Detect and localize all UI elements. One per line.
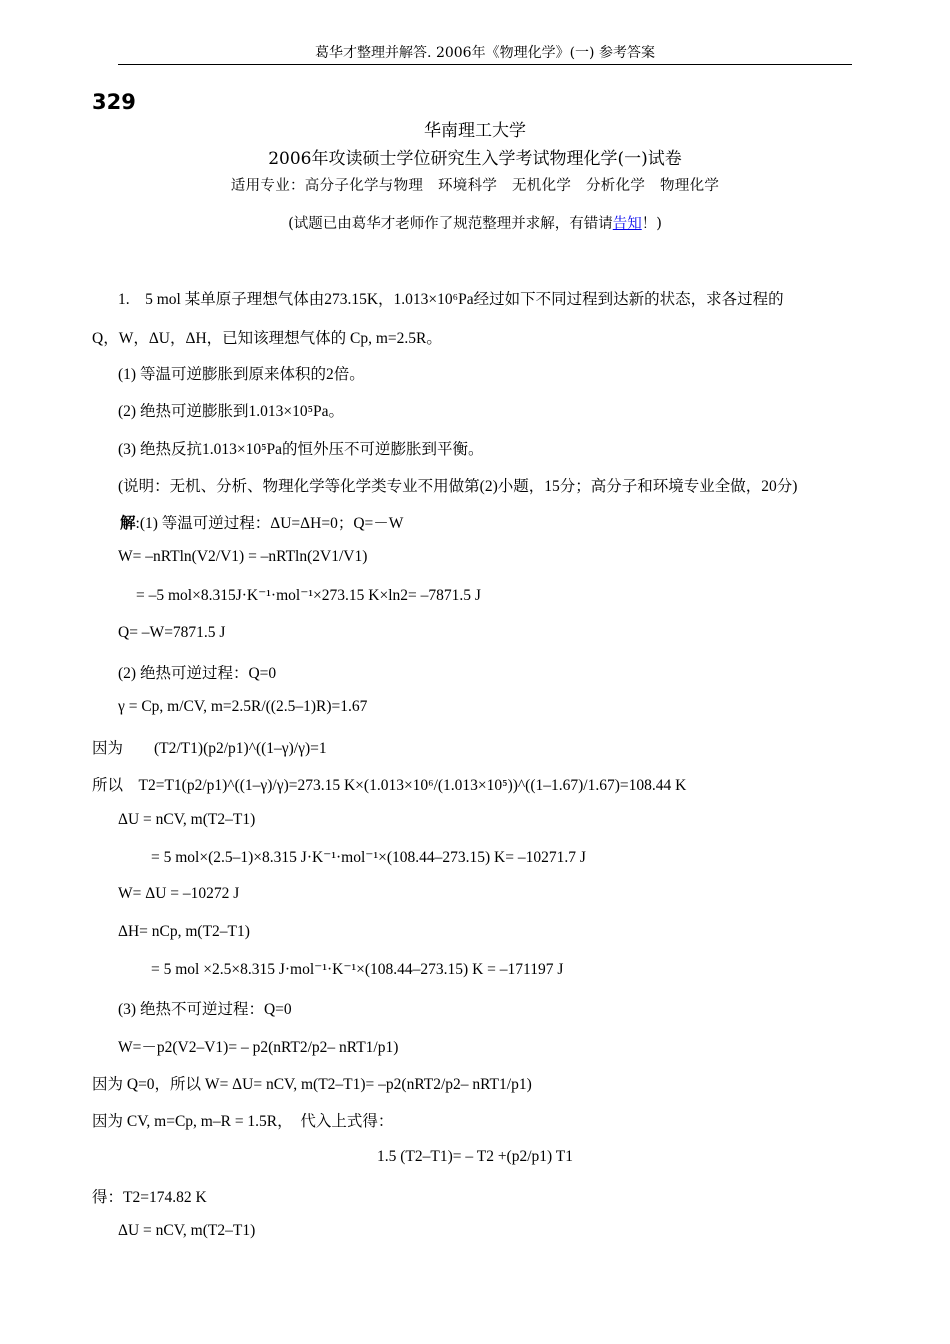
solution-line-4: Q= –W=7871.5 J xyxy=(118,624,226,641)
solution-line-15: W=－p2(V2–V1)= – p2(nRT2/p2– nRT1/p1) xyxy=(118,1039,399,1056)
solution-line-1-text: :(1) 等温可逆过程：ΔU=ΔH=0；Q=－W xyxy=(135,515,404,532)
university-title: 华南理工大学 xyxy=(424,121,526,141)
solution-line-17: 因为 CV, m=Cp, m–R = 1.5R， 代入上式得： xyxy=(92,1113,394,1130)
note-line xyxy=(0,212,950,233)
solution-line-11: W= ΔU = –10272 J xyxy=(118,885,240,902)
solution-line-14: (3) 绝热不可逆过程：Q=0 xyxy=(118,1001,292,1018)
solution-line-6: γ = Cp, m/CV, m=2.5R/((2.5–1)R)=1.67 xyxy=(118,698,368,715)
solution-label: 解 xyxy=(120,515,136,532)
problem-line-2: Q，W，ΔU，ΔH，已知该理想气体的 Cp, m=2.5R。 xyxy=(92,330,442,347)
problem-line-1: 1. 5 mol 某单原子理想气体由273.15K，1.013×10⁶Pa经过如下不同过程到达新的状态，求各过程的 xyxy=(118,291,784,308)
problem-part-3: (3) 绝热反抗1.013×10⁵Pa的恒外压不可逆膨胀到平衡。 xyxy=(118,441,484,458)
solution-line-13: = 5 mol ×2.5×8.315 J·mol⁻¹·K⁻¹×(108.44–273.15) K = –171197 J xyxy=(151,961,564,978)
solution-line-1 xyxy=(120,511,403,533)
note-text-before: (试题已由葛华才老师作了规范整理并求解，有错请 xyxy=(288,216,613,232)
feedback-link[interactable]: 告知 xyxy=(612,216,642,232)
solution-line-5: (2) 绝热可逆过程：Q=0 xyxy=(118,665,277,682)
solution-line-2: W= –nRTln(V2/V1) = –nRTln(2V1/V1) xyxy=(118,548,368,565)
problem-part-1: (1) 等温可逆膨胀到原来体积的2倍。 xyxy=(118,366,365,383)
solution-line-7: 因为 (T2/T1)(p2/p1)^((1–γ)/γ)=1 xyxy=(92,740,327,757)
note-text-after: ！) xyxy=(641,216,662,232)
problem-instruction: (说明：无机、分析、物理化学等化学类专业不用做第(2)小题，15分；高分子和环境专业全做，20分) xyxy=(118,478,798,495)
solution-line-12: ΔH= nCp, m(T2–T1) xyxy=(118,923,250,940)
solution-line-19: 得：T2=174.82 K xyxy=(92,1189,207,1206)
solution-line-10: = 5 mol×(2.5–1)×8.315 J·K⁻¹·mol⁻¹×(108.44–273.15) K= –10271.7 J xyxy=(151,849,586,866)
solution-line-18: 1.5 (T2–T1)= – T2 +(p2/p1) T1 xyxy=(377,1148,573,1165)
solution-line-20: ΔU = nCV, m(T2–T1) xyxy=(118,1222,256,1239)
problem-part-2: (2) 绝热可逆膨胀到1.013×10⁵Pa。 xyxy=(118,403,344,420)
header-rule xyxy=(118,64,852,65)
majors-line: 适用专业：高分子化学与物理 环境科学 无机化学 分析化学 物理化学 xyxy=(230,178,720,194)
page-number: 329 xyxy=(92,90,136,114)
exam-title: 2006年攻读硕士学位研究生入学考试物理化学(一)试卷 xyxy=(268,149,682,169)
solution-line-3: = –5 mol×8.315J·K⁻¹·mol⁻¹×273.15 K×ln2= –7871.5 J xyxy=(136,587,481,604)
running-header: 葛华才整理并解答. 2006年《物理化学》(一) 参考答案 xyxy=(315,45,655,61)
solution-line-9: ΔU = nCV, m(T2–T1) xyxy=(118,811,256,828)
solution-line-16: 因为 Q=0，所以 W= ΔU= nCV, m(T2–T1)= –p2(nRT2/p2– nRT1/p1) xyxy=(92,1076,532,1093)
solution-line-8: 所以 T2=T1(p2/p1)^((1–γ)/γ)=273.15 K×(1.013×10⁶/(1.013×10⁵))^((1–1.67)/1.67)=108.44 K xyxy=(92,777,687,794)
